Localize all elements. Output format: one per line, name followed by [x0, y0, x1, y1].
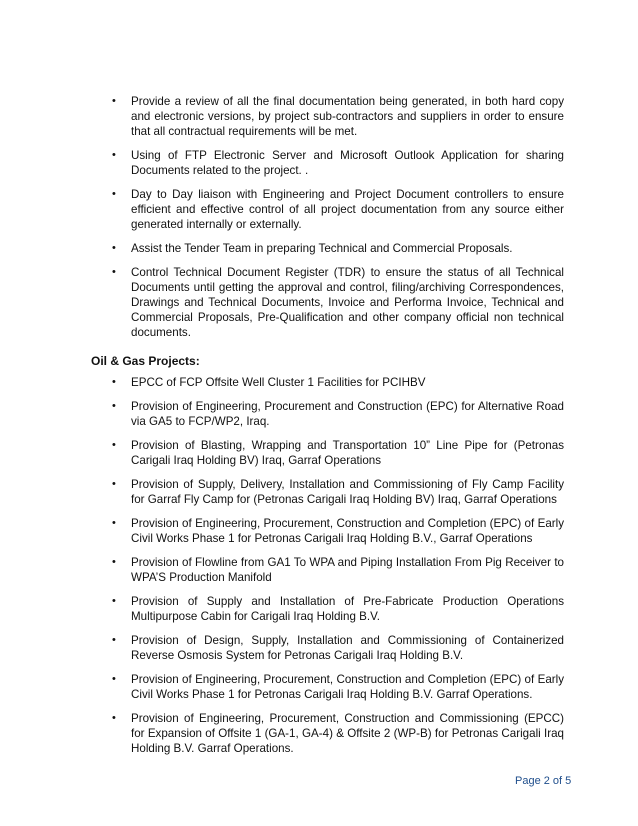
- projects-list: [112, 375, 564, 765]
- bullet: •: [112, 266, 116, 278]
- list-item-text: Provision of Engineering, Procurement, Construction and Completion (EPC) of Early Civil Works Phase 1 for Petronas Carigali Iraq Holding B.V., Garraf Operations: [131, 517, 564, 545]
- bullet: •: [112, 634, 116, 646]
- bullet: •: [112, 595, 116, 607]
- bullet: •: [112, 95, 116, 107]
- list-item-text: Provide a review of all the final documentation being generated, in both hard copy and electronic versions, by project sub-contractors and suppliers in order to ensure that all contractual requirements will be met.: [131, 95, 564, 138]
- list-item: [112, 438, 564, 468]
- section-heading: Oil & Gas Projects:: [91, 354, 200, 368]
- list-item-text: Assist the Tender Team in preparing Technical and Commercial Proposals.: [131, 242, 513, 255]
- list-item: [112, 148, 564, 178]
- list-item-text: Provision of Blasting, Wrapping and Transportation 10” Line Pipe for (Petronas Carigali Iraq Holding BV) Iraq, Garraf Operations: [131, 439, 564, 467]
- list-item: [112, 94, 564, 139]
- bullet: •: [112, 439, 116, 451]
- list-item-text: Using of FTP Electronic Server and Microsoft Outlook Application for sharing Documents related to the project. .: [131, 149, 564, 177]
- list-item: [112, 187, 564, 232]
- bullet: •: [112, 712, 116, 724]
- list-item-text: Provision of Supply and Installation of Pre-Fabricate Production Operations Multipurpose Cabin for Carigali Iraq Holding B.V.: [131, 595, 564, 623]
- responsibilities-list: [112, 94, 564, 349]
- list-item-text: Provision of Engineering, Procurement, Construction and Completion (EPC) of Early Civil Works Phase 1 for Petronas Carigali Iraq Holding B.V. Garraf Operations.: [131, 673, 564, 701]
- list-item-text: Provision of Design, Supply, Installation and Commissioning of Containerized Reverse Osmosis System for Petronas Carigali Iraq Holding B.V.: [131, 634, 564, 662]
- bullet: •: [112, 242, 116, 254]
- list-item: [112, 672, 564, 702]
- bullet: •: [112, 556, 116, 568]
- list-item: [112, 555, 564, 585]
- list-item: [112, 477, 564, 507]
- list-item: [112, 399, 564, 429]
- list-item: [112, 375, 564, 390]
- list-item: [112, 516, 564, 546]
- bullet: •: [112, 376, 116, 388]
- bullet: •: [112, 149, 116, 161]
- list-item-text: EPCC of FCP Offsite Well Cluster 1 Facilities for PCIHBV: [131, 376, 426, 389]
- list-item-text: Provision of Engineering, Procurement, Construction and Commissioning (EPCC) for Expansion of Offsite 1 (GA-1, GA-4) & Offsite 2 (WP-B) for Petronas Carigali Iraq Holding B.V. Garraf Operations.: [131, 712, 564, 755]
- bullet: •: [112, 478, 116, 490]
- list-item: [112, 594, 564, 624]
- list-item: [112, 241, 564, 256]
- list-item: [112, 633, 564, 663]
- bullet: •: [112, 673, 116, 685]
- list-item-text: Control Technical Document Register (TDR) to ensure the status of all Technical Documents until getting the approval and control, filing/archiving Correspondences, Drawings and Technical Documents, Invoice and Performa Invoice, Technical and Commercial Proposals, Pre-Qualification and other company official non technical documents.: [131, 266, 564, 339]
- bullet: •: [112, 400, 116, 412]
- list-item-text: Provision of Supply, Delivery, Installation and Commissioning of Fly Camp Facility for Garraf Fly Camp for (Petronas Carigali Iraq Holding BV) Iraq, Garraf Operations: [131, 478, 564, 506]
- page-number: Page 2 of 5: [515, 775, 572, 787]
- list-item: [112, 265, 564, 340]
- bullet: •: [112, 517, 116, 529]
- bullet: •: [112, 188, 116, 200]
- list-item-text: Provision of Flowline from GA1 To WPA and Piping Installation From Pig Receiver to WPA’S Production Manifold: [131, 556, 564, 584]
- list-item-text: Day to Day liaison with Engineering and Project Document controllers to ensure efficient and effective control of all project documentation from any source either generated internally or externally.: [131, 188, 564, 231]
- list-item: [112, 711, 564, 756]
- list-item-text: Provision of Engineering, Procurement and Construction (EPC) for Alternative Road via GA5 to FCP/WP2, Iraq.: [131, 400, 564, 428]
